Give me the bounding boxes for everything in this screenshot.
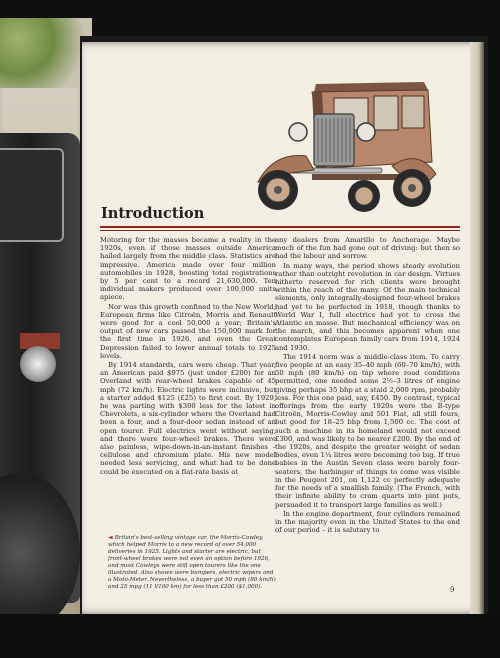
car-illustration: [258, 82, 436, 212]
rear-wheel: [393, 169, 431, 207]
caption-text: Britain's best-selling vintage car, the Morris-Cowley, which helped Morris to a new record of over 54,000 deliveries in 1925. Lights and starter are electric, but front-wheel brakes were not even an option before 1926, and most Cowleys were still open tourers like the one illustrated. Also shown were bumpers, electric wipers and a Moto-Meter. Nevertheless, a buyer got 50 mph (80 km/h) and 25 mpg (11 l/100 km) for less than £200 ($1,000).: [108, 535, 276, 590]
car-window: [402, 96, 424, 128]
left-photo-page: [0, 18, 92, 658]
body-paragraph: By 1914 standards, cars were cheap. That year, an American paid $975 (just under £200) for an Overland with rear-wheel brakes capable of 45 mph (72 km/h). Electric lights were inclusive, but a starter added $125 (£25) to first cost. By 1929, he was parting with $300 less for the latest in Chevrolets, a six-cylinder where the Overland had been a four, and a four-door sedan instead of an open tourer. Full electrics went without saying, and there were four-wheel brakes. There were also painless, wipe-down-in-an-instant finishes – cellulose and chromium plate. His new model needed less servicing, and what had to be done could be executed on a flat-rate basis at: [100, 361, 276, 476]
body-paragraph: Motoring for the masses became a reality in the 1920s, even if those masses outside America hailed largely from the middle class. Statistics are impressive. America made over four million automobiles in 1928, boosting total registrations by 5 per cent to a record 21,630,000. Ten individual makers produced over 100,000 units apiece.: [100, 236, 276, 302]
caption-pointer-icon: ◄: [108, 534, 113, 541]
table-surface: [0, 614, 500, 658]
page-title: Introduction: [101, 205, 205, 222]
page-edge: [470, 42, 484, 614]
body-paragraph: Nor was this growth confined to the New World; European firms like Citroën, Morris and Renault were good for a cool 50,000 a year; Britain's output of new cars passed the 150,000 mark for the first time in 1926, and even the Great Depression failed to lower annual totals to 1925 levels.: [100, 302, 276, 360]
foliage-background: [0, 18, 92, 88]
headlamp-left: [289, 123, 307, 141]
car-window: [374, 96, 398, 130]
text-column-right: [275, 236, 460, 586]
headlamp-right: [357, 123, 375, 141]
car-windscreen: [0, 148, 64, 242]
second-front-wheel: [348, 180, 380, 212]
front-wheel: [258, 170, 298, 210]
title-rule: [100, 226, 460, 228]
title-rule-thin: [100, 230, 460, 231]
headlamp: [20, 346, 56, 382]
body-paragraph: any dealers from Amarillo to Anchorage. Maybe much of the fun had gone out of driving: but then so had the labour and sorrow.: [275, 236, 460, 261]
text-column-left: [100, 236, 276, 516]
body-paragraph: The 1914 norm was a middle-class item. To carry five people at an easy 35–40 mph (60–70 km/h), with 50 mph (80 km/h) on tap where road conditions permitted, one needed some 2½–3 litres of engine giving perhaps 35 bhp at a staid 2,000 rpm, probably less. For this one paid, say, £450. By contrast, typical offerings from the early 1920s were the B-type Citroën, Morris-Cowley and 501 Fiat, all still fours, but good for 18–25 bhp from 1,500 cc. The cost of such a machine in its homeland would not exceed £300, and was likely to be nearer £200. By the end of the 1920s, and despite the greater weight of sedan bodies, even 1¼ litres were becoming too big. If true babies in the Austin Seven class were barely four-seaters, the harbinger of things to come was visible in the Peugeot 201, on 1,122 cc perfectly adequate for the needs of a smallish family. (The French, with their infinite ability to cram quarts into pint pots, persuaded it to transport large families as well.): [275, 352, 460, 509]
body-paragraph: In many ways, the period shows steady evolution rather than outright revolution in car design. Virtues hitherto reserved for rich clients were brought within the reach of the many. Of the main technical elements, only integrally-designed four-wheel brakes had yet to be perfected in 1918, though thanks to World War I, full electrics had yet to cross the Atlantic en masse. But mechanical efficiency was on the march, and this becomes apparent when one contemplates European family cars from 1914, 1924 and 1930.: [275, 261, 460, 352]
body-paragraph: In the engine department, four cylinders remained in the majority even in the United States to the end of our period – it is salutary to: [275, 509, 460, 535]
page-number: 9: [450, 586, 455, 594]
image-caption: [108, 534, 276, 591]
morris-cowley-illustration: [242, 70, 442, 228]
